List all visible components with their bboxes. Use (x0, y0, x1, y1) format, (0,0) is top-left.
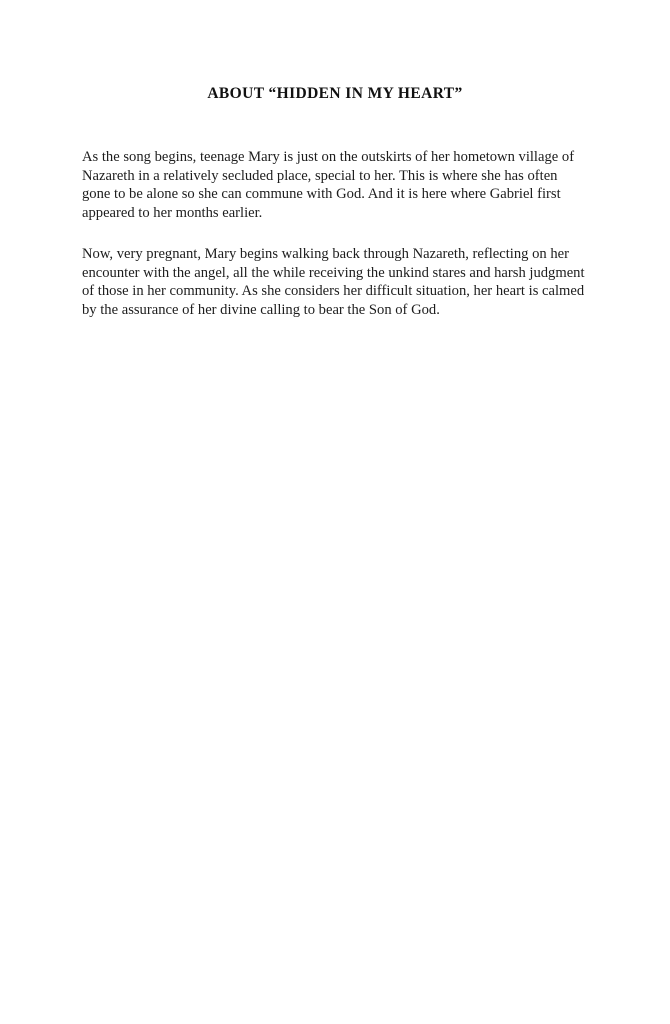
paragraph-2: Now, very pregnant, Mary begins walking back through Nazareth, reflecting on her encounter with the angel, all the while receiving the unkind stares and harsh judgment of those in her community. As she considers her difficult situation, her heart is calmed by the assurance of her divine calling to bear the Son of God. (82, 245, 585, 318)
body-text (82, 148, 588, 319)
page-content (82, 84, 588, 320)
page-title: ABOUT “HIDDEN IN MY HEART” (207, 85, 463, 102)
paragraph-1: As the song begins, teenage Mary is just on the outskirts of her hometown village of Nazareth in a relatively secluded place, special to her. This is where she has often gone to be alone so she can commune with God. And it is here where Gabriel first appeared to her months earlier. (82, 149, 575, 222)
